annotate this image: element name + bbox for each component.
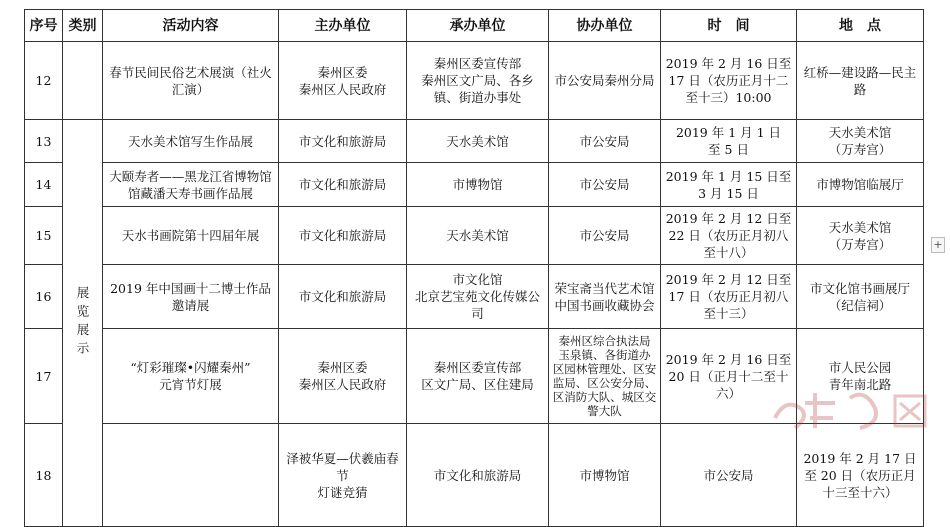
row-content: “灯彩璀璨•闪耀秦州” 元宵节灯展	[103, 329, 279, 424]
row-time: 2019 年 1 月 1 日 至 5 日	[661, 120, 797, 163]
row-host: 秦州区委 秦州区人民政府	[279, 329, 407, 424]
row-co-organizer: 荣宝斋当代艺术馆 中国书画收藏协会	[549, 265, 661, 329]
row-host: 市文化和旅游局	[279, 163, 407, 207]
row-place: 市人民公园 青年南北路	[797, 329, 924, 424]
row-co-organizer: 市公安局	[661, 424, 797, 527]
row-co-organizer: 秦州区综合执法局 玉泉镇、各街道办 区园林管理处、区安监局、区公安分局、区消防大队、城区交警大队	[549, 329, 661, 424]
row-host: 市文化和旅游局	[407, 424, 549, 527]
row-content: 春节民间民俗艺术展演（社火汇演）	[103, 42, 279, 120]
row-time: 2019 年 2 月 12 日至 17 日（农历正月初八至十三）	[661, 265, 797, 329]
row-time: 2019 年 2 月 16 日至 20 日（正月十二至十六）	[661, 329, 797, 424]
row-organizer: 市文化馆 北京艺宝苑文化传媒公司	[407, 265, 549, 329]
header-organizer: 承办单位	[407, 10, 549, 42]
row-organizer: 市博物馆	[407, 163, 549, 207]
row-content: 大颐寿者——黑龙江省博物馆馆藏潘天寿书画作品展	[103, 163, 279, 207]
row-host: 市文化和旅游局	[279, 207, 407, 265]
expand-toggle-button[interactable]: +	[931, 237, 945, 253]
row-co-organizer: 市公安局秦州分局	[549, 42, 661, 120]
header-place: 地 点	[797, 10, 924, 42]
header-seq: 序号	[25, 10, 63, 42]
row-content: 天水书画院第十四届年展	[103, 207, 279, 265]
header-co-organizer: 协办单位	[549, 10, 661, 42]
header-host: 主办单位	[279, 10, 407, 42]
row-seq: 13	[25, 120, 63, 163]
table-row	[25, 207, 924, 265]
row-seq: 17	[25, 329, 63, 424]
row-host: 市文化和旅游局	[279, 120, 407, 163]
row-organizer: 市博物馆	[549, 424, 661, 527]
row-seq: 18	[25, 424, 63, 527]
table-header-row	[25, 10, 924, 42]
row-time: 2019 年 1 月 15 日至 3 月 15 日	[661, 163, 797, 207]
row-host: 市文化和旅游局	[279, 265, 407, 329]
row-organizer: 秦州区委宣传部 区文广局、区住建局	[407, 329, 549, 424]
row-co-organizer: 市公安局	[549, 207, 661, 265]
row-place: 市文化馆书画展厅（纪信祠）	[797, 265, 924, 329]
row-seq: 15	[25, 207, 63, 265]
row-category-empty	[63, 42, 103, 120]
row-organizer: 天水美术馆	[407, 120, 549, 163]
row-content: 泽被华夏—伏羲庙春节 灯谜竞猜	[279, 424, 407, 527]
table-row	[25, 424, 924, 527]
row-category-empty	[103, 424, 279, 527]
header-time: 时 间	[661, 10, 797, 42]
row-time: 2019 年 2 月 17 日至 20 日（农历正月十三至十六）	[797, 424, 924, 527]
row-time: 2019 年 2 月 12 日至 22 日（农历正月初八至十八）	[661, 207, 797, 265]
row-co-organizer: 市公安局	[549, 120, 661, 163]
row-co-organizer: 市公安局	[549, 163, 661, 207]
row-seq: 12	[25, 42, 63, 120]
row-place: 市博物馆临展厅	[797, 163, 924, 207]
row-place: 红桥—建设路—民主路	[797, 42, 924, 120]
category-cell: 展览展示	[63, 120, 103, 527]
row-seq: 16	[25, 265, 63, 329]
row-organizer: 天水美术馆	[407, 207, 549, 265]
table-row	[25, 329, 924, 424]
header-content: 活动内容	[103, 10, 279, 42]
row-organizer: 秦州区委宣传部 秦州区文广局、各乡镇、街道办事处	[407, 42, 549, 120]
table-row	[25, 265, 924, 329]
table-row	[25, 42, 924, 120]
row-seq: 14	[25, 163, 63, 207]
row-host: 秦州区委 秦州区人民政府	[279, 42, 407, 120]
table-row	[25, 120, 924, 163]
row-place: 天水美术馆 （万寿宫）	[797, 120, 924, 163]
row-content: 2019 年中国画十二博士作品邀请展	[103, 265, 279, 329]
row-place: 天水美术馆 （万寿宫）	[797, 207, 924, 265]
row-content: 天水美术馆写生作品展	[103, 120, 279, 163]
activity-schedule-table	[24, 9, 924, 527]
row-time: 2019 年 2 月 16 日至17 日（农历正月十二至十三）10:00	[661, 42, 797, 120]
header-category: 类别	[63, 10, 103, 42]
table-row	[25, 163, 924, 207]
